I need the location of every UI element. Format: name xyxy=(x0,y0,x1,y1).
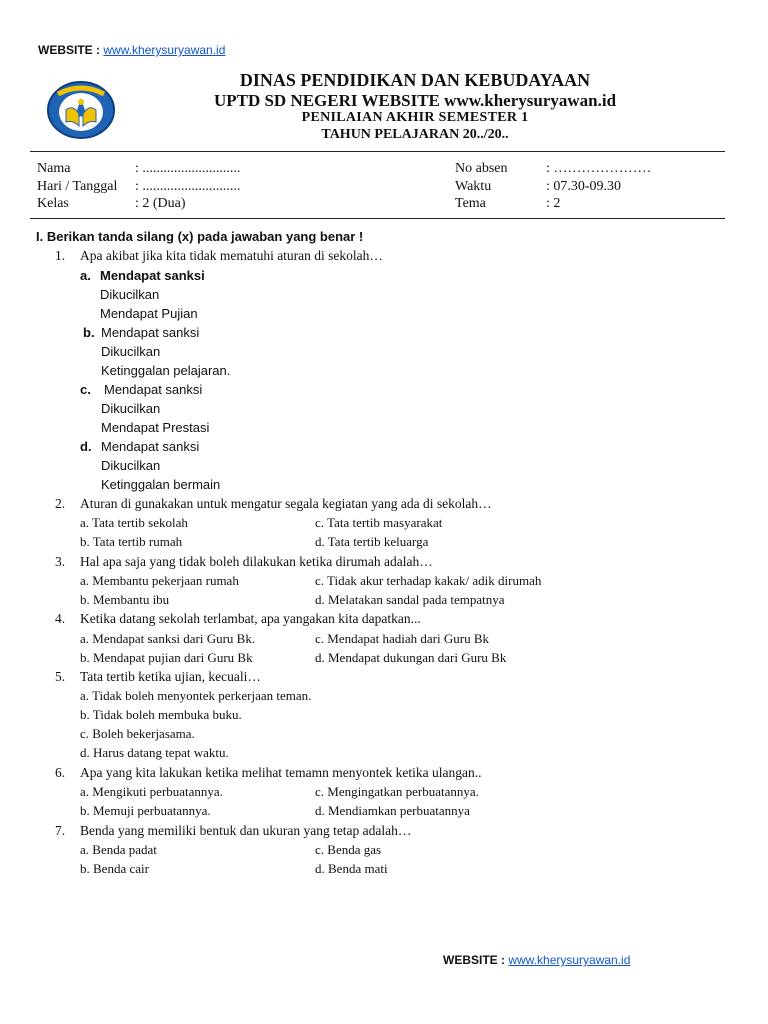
q6-opt-c: c. Mengingatkan perbuatannya. xyxy=(315,784,479,799)
info-right-values xyxy=(546,160,651,213)
q5-opt-b: b. Tidak boleh membuka buku. xyxy=(80,707,242,722)
q1-opt-a-line2: Dikucilkan xyxy=(100,287,160,302)
website-label: WEBSITE : xyxy=(38,43,100,57)
q1-opt-d-line2: Dikucilkan xyxy=(101,458,161,473)
q1-opt-a-line3: Mendapat Pujian xyxy=(100,306,198,321)
website-footer-label: WEBSITE : xyxy=(443,953,505,967)
info-right-labels xyxy=(455,160,508,213)
q1-opt-c-line3: Mendapat Prestasi xyxy=(101,420,210,435)
header-exam: PENILAIAN AKHIR SEMESTER 1 xyxy=(301,110,529,125)
q7-number: 7. xyxy=(55,823,66,838)
q1-opt-c-letter: c. xyxy=(80,382,91,397)
header-school: UPTD SD NEGERI WEBSITE www.kherysuryawan.id xyxy=(213,91,617,110)
q1-opt-d-letter: d. xyxy=(80,439,92,454)
q6-opt-b: b. Memuji perbuatannya. xyxy=(80,803,211,818)
q1-opt-a-line1: Mendapat sanksi xyxy=(100,268,205,283)
q2-opt-b: b. Tata tertib rumah xyxy=(80,534,183,549)
q1-opt-b-letter: b. xyxy=(83,325,95,340)
q5-opt-a: a. Tidak boleh menyontek perkerjaan teman. xyxy=(80,688,312,703)
q6-number: 6. xyxy=(55,765,66,780)
q2-text: Aturan di gunakakan untuk mengatur segala kegiatan yang ada di sekolah… xyxy=(80,496,492,511)
q2-number: 2. xyxy=(55,496,66,511)
label-hari-tanggal: Hari / Tanggal xyxy=(37,178,118,194)
q1-opt-c-line1: Mendapat sanksi xyxy=(104,382,203,397)
q7-text: Benda yang memiliki bentuk dan ukuran yang tetap adalah… xyxy=(80,823,412,838)
q5-number: 5. xyxy=(55,669,66,684)
value-nama: : ............................ xyxy=(135,161,241,176)
value-waktu: : 07.30-09.30 xyxy=(546,178,622,194)
q4-opt-a: a. Mendapat sanksi dari Guru Bk. xyxy=(80,631,256,646)
label-waktu: Waktu xyxy=(455,178,492,194)
q1-text: Apa akibat jika kita tidak mematuhi aturan di sekolah… xyxy=(80,248,383,263)
q2-opt-a: a. Tata tertib sekolah xyxy=(80,515,188,530)
q6-text: Apa yang kita lakukan ketika melihat temamn menyontek ketika ulangan.. xyxy=(80,765,482,780)
q3-text: Hal apa saja yang tidak boleh dilakukan ketika dirumah adalah… xyxy=(80,554,433,569)
q2-opt-d: d. Tata tertib keluarga xyxy=(315,534,429,549)
label-nama: Nama xyxy=(37,161,71,176)
q7-opt-a: a. Benda padat xyxy=(80,842,157,857)
q3-opt-c: c. Tidak akur terhadap kakak/ adik dirumah xyxy=(315,573,542,588)
q1-opt-b-line2: Dikucilkan xyxy=(101,344,161,359)
q5-text: Tata tertib ketika ujian, kecuali… xyxy=(80,669,261,684)
header-year: TAHUN PELAJARAN 20../20.. xyxy=(321,127,509,142)
q1-opt-a-letter: a. xyxy=(80,268,91,283)
q3-number: 3. xyxy=(55,554,66,569)
section-instruction: I. Berikan tanda silang (x) pada jawaban yang benar ! xyxy=(36,229,364,244)
website-footer xyxy=(443,953,630,967)
label-kelas: Kelas xyxy=(37,196,69,211)
q3-opt-b: b. Membantu ibu xyxy=(80,592,170,607)
tut-wuri-handayani-logo xyxy=(46,80,116,140)
q1-number: 1. xyxy=(55,248,66,263)
q4-opt-b: b. Mendapat pujian dari Guru Bk xyxy=(80,650,253,665)
website-link[interactable]: www.kherysuryawan.id xyxy=(103,43,226,57)
q4-opt-d: d. Mendapat dukungan dari Guru Bk xyxy=(315,650,507,665)
value-tema: : 2 xyxy=(546,196,561,211)
website-footer-link[interactable]: www.kherysuryawan.id xyxy=(508,953,631,967)
info-left-labels xyxy=(37,160,117,213)
q2-opt-c: c. Tata tertib masyarakat xyxy=(315,515,443,530)
value-hari-tanggal: : ............................ xyxy=(135,178,241,194)
label-no-absen: No absen xyxy=(455,161,508,176)
q1-opt-d-line1: Mendapat sanksi xyxy=(101,439,200,454)
value-no-absen: : ………………… xyxy=(546,161,652,176)
q6-opt-d: d. Mendiamkan perbuatannya xyxy=(315,803,470,818)
q6-opt-a: a. Mengikuti perbuatannya. xyxy=(80,784,223,799)
header-divider xyxy=(30,151,725,152)
q4-opt-c: c. Mendapat hadiah dari Guru Bk xyxy=(315,631,490,646)
label-tema: Tema xyxy=(455,196,486,211)
value-kelas: : 2 (Dua) xyxy=(135,196,186,211)
q4-text: Ketika datang sekolah terlambat, apa yangakan kita dapatkan... xyxy=(80,611,421,626)
q7-opt-d: d. Benda mati xyxy=(315,861,388,876)
q4-number: 4. xyxy=(55,611,66,626)
q1-opt-b-line3: Ketinggalan pelajaran. xyxy=(101,363,231,378)
q1-opt-c-line2: Dikucilkan xyxy=(101,401,161,416)
header-title: DINAS PENDIDIKAN DAN KEBUDAYAAN xyxy=(239,70,591,90)
q5-opt-c: c. Boleh bekerjasama. xyxy=(80,726,195,741)
q1-opt-d-line3: Ketinggalan bermain xyxy=(101,477,221,492)
website-header xyxy=(38,43,225,57)
q1-opt-b-line1: Mendapat sanksi xyxy=(101,325,200,340)
q3-opt-a: a. Membantu pekerjaan rumah xyxy=(80,573,239,588)
info-left-values xyxy=(135,160,240,213)
q7-opt-b: b. Benda cair xyxy=(80,861,149,876)
q5-opt-d: d. Harus datang tepat waktu. xyxy=(80,745,229,760)
q7-opt-c: c. Benda gas xyxy=(315,842,382,857)
info-divider xyxy=(30,218,725,219)
q3-opt-d: d. Melatakan sandal pada tempatnya xyxy=(315,592,505,607)
